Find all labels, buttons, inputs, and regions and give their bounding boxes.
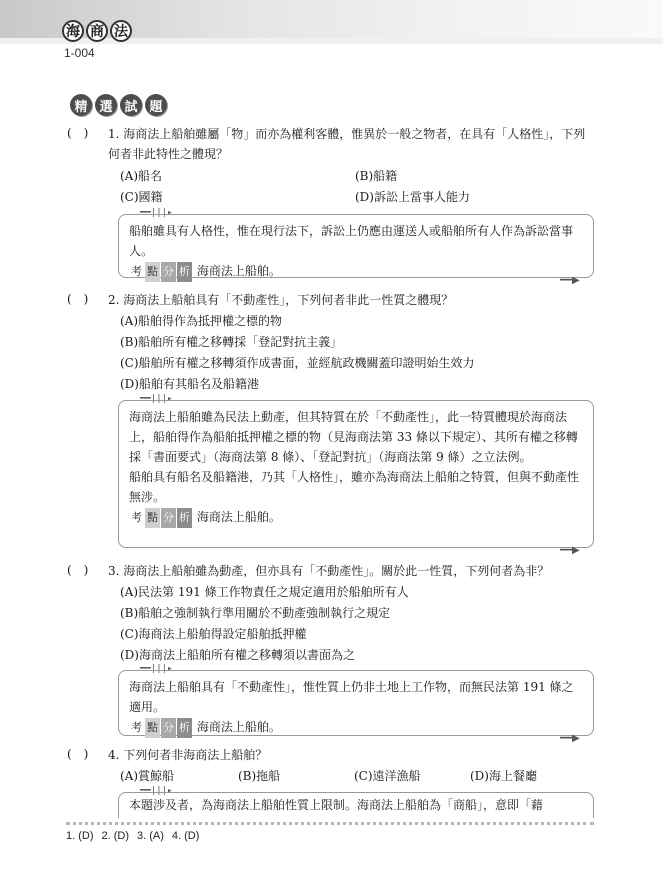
- explanation-box: [118, 792, 594, 818]
- answer-blank: ( ): [67, 292, 89, 306]
- tag-char: 析: [177, 718, 192, 738]
- topic-text: 海商法上船舶。: [196, 720, 281, 734]
- topic-line: [129, 507, 585, 528]
- arrow-icon: ━━▶: [560, 733, 580, 744]
- explanation-box: [118, 400, 594, 548]
- option: (D)船舶有其船名及船籍港: [120, 377, 259, 391]
- explanation-text: 本題涉及者，為海商法上船舶性質上限制。海商法上船舶為「商船」，意即「藉: [129, 798, 544, 812]
- topic-line: [129, 261, 585, 282]
- book-title: [62, 20, 132, 42]
- tag-char: 點: [145, 718, 160, 738]
- option: (B)船籍: [355, 169, 398, 183]
- topic-text: 海商法上船舶。: [196, 264, 281, 278]
- option: (C)國籍: [120, 190, 163, 204]
- answer-blank: ( ): [67, 747, 89, 761]
- explanation-box: [118, 214, 594, 278]
- option: (B)船舶所有權之移轉採「登記對抗主義」: [120, 335, 343, 349]
- explanation-text: 海商法上船舶具有「不動產性」，惟性質上仍非土地上工作物，而無民法第 191 條之適用。: [129, 680, 574, 714]
- section-char: 選: [95, 94, 117, 116]
- explanation-text: 海商法上船舶雖為民法上動產，但其特質在於「不動產性」，此一特質體現於海商法上，船舶得作為船舶抵押權之標的物（見海商法第 33 條以下規定）、其所有權之移轉採「書面要式」（海商法第 8 條）、「登記對抗」（海商法第 9 條）之立法例。: [129, 410, 578, 464]
- arrow-icon: ━━▶: [560, 275, 580, 286]
- question-stem: 1. 海商法上船舶雖屬「物」而亦為權利客體，惟異於一般之物者，在具有「人格性」，下列何者非此特性之體現？: [108, 127, 586, 161]
- explanation-marker: ━━|||▸: [140, 208, 173, 218]
- tag-char: 分: [161, 718, 176, 738]
- section-char: 試: [120, 94, 142, 116]
- title-char: 商: [86, 20, 108, 42]
- section-title: [70, 94, 167, 116]
- explanation-marker: ━━|||▸: [140, 394, 173, 404]
- option: (C)海商法上船舶得設定船舶抵押權: [120, 627, 307, 641]
- answer-key-item: 2. (D): [101, 830, 129, 842]
- section-char: 題: [145, 94, 167, 116]
- tag-char: 點: [145, 262, 160, 282]
- answer-blank: ( ): [67, 563, 89, 577]
- tag-char: 分: [161, 262, 176, 282]
- tag-char: 析: [177, 508, 192, 528]
- tag-char: 考: [131, 721, 142, 734]
- tag-char: 析: [177, 262, 192, 282]
- question-stem: 2. 海商法上船舶具有「不動產性」，下列何者非此一性質之體現？: [108, 293, 454, 307]
- tag-char: 點: [145, 508, 160, 528]
- explanation-text: 船舶雖具有人格性，惟在現行法下，訴訟上仍應由運送人或船舶所有人作為訴訟當事人。: [129, 224, 574, 258]
- option: (A)船名: [120, 169, 163, 183]
- explanation-marker: ━━|||▸: [140, 664, 173, 674]
- explanation-box: [118, 670, 594, 736]
- answer-key-item: 3. (A): [137, 830, 164, 842]
- question-stem: 4. 下列何者非海商法上船舶？: [108, 748, 268, 762]
- explanation-marker: ━━|||▸: [140, 786, 173, 796]
- option: (B)拖船: [238, 769, 281, 783]
- tag-char: 考: [131, 265, 142, 278]
- answer-key-item: 1. (D): [66, 830, 94, 842]
- option: (D)海上餐廳: [470, 769, 537, 783]
- answer-key: [66, 830, 199, 842]
- question-stem: 3. 海商法上船舶雖為動產，但亦具有「不動產性」。關於此一性質，下列何者為非？: [108, 564, 550, 578]
- title-char: 海: [62, 20, 84, 42]
- option: (D)海商法上船舶所有權之移轉須以書面為之: [120, 648, 355, 662]
- title-char: 法: [110, 20, 132, 42]
- option: (A)船舶得作為抵押權之標的物: [120, 314, 283, 328]
- explanation-text: 船舶具有船名及船籍港，乃其「人格性」，雖亦為海商法上船舶之特質，但與不動產性無涉。: [129, 470, 580, 504]
- option: (C)遠洋漁船: [354, 769, 421, 783]
- option: (D)訴訟上當事人能力: [355, 190, 470, 204]
- option: (B)船舶之強制執行準用關於不動產強制執行之規定: [120, 606, 391, 620]
- arrow-icon: ━━▶: [560, 545, 580, 556]
- option: (A)民法第 191 條工作物責任之規定適用於船舶所有人: [120, 585, 409, 599]
- answer-key-item: 4. (D): [171, 830, 200, 842]
- topic-text: 海商法上船舶。: [196, 510, 281, 524]
- section-char: 精: [70, 94, 92, 116]
- topic-line: [129, 717, 585, 738]
- footer-divider: [66, 822, 594, 825]
- page-number: 1-004: [64, 46, 95, 60]
- tag-char: 考: [131, 511, 142, 524]
- tag-char: 分: [161, 508, 176, 528]
- answer-blank: ( ): [67, 126, 89, 140]
- option: (C)船舶所有權之移轉須作成書面，並經航政機關蓋印證明始生效力: [120, 356, 475, 370]
- option: (A)賞鯨船: [120, 769, 175, 783]
